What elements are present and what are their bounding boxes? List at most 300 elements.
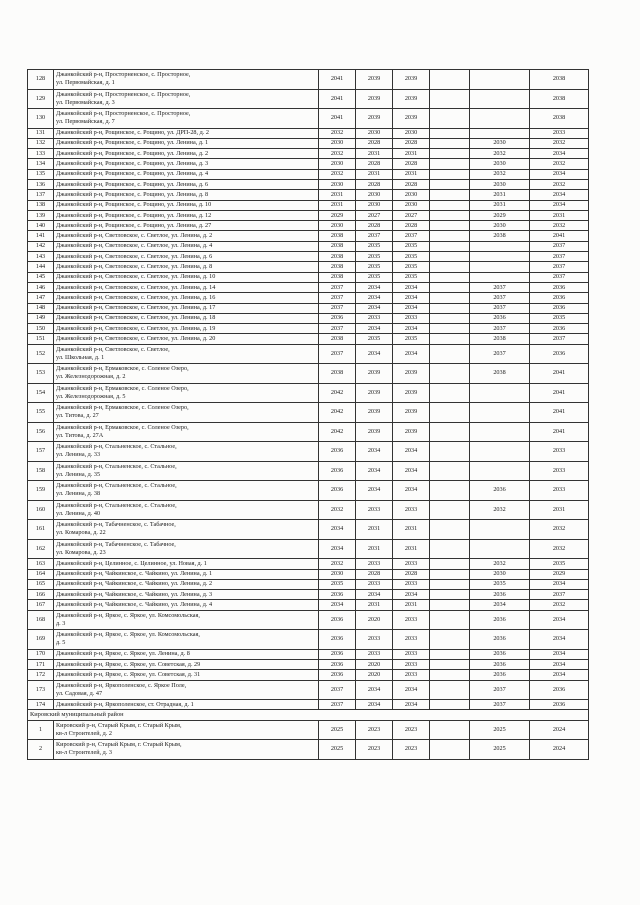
year-cell-f: 2034	[530, 149, 589, 159]
address-cell: Кировский р-н, Старый Крым, г. Старый Крым, кв-л Строителей, д. 2	[54, 720, 319, 740]
year-cell-f: 2032	[530, 179, 589, 189]
year-cell-e	[470, 89, 530, 109]
address-cell: Джанкойский р-н, Ермаковское, с. Соленое Озеро, ул. Титова, д. 27	[54, 403, 319, 423]
address-cell: Джанкойский р-н, Рощинское, с. Рощино, ул. Ленина, д. 3	[54, 159, 319, 169]
table-row	[28, 179, 589, 189]
year-cell-c: 2033	[393, 313, 430, 323]
table-row	[28, 89, 589, 109]
row-number: 146	[28, 282, 54, 292]
year-cell-f: 2037	[530, 262, 589, 272]
row-number: 160	[28, 500, 54, 520]
year-cell-b: 2039	[356, 364, 393, 384]
table-row	[28, 241, 589, 251]
year-cell-b: 2039	[356, 422, 393, 442]
year-cell-b: 2031	[356, 149, 393, 159]
year-cell-c: 2034	[393, 282, 430, 292]
year-cell-a: 2031	[319, 200, 356, 210]
year-cell-f: 2041	[530, 383, 589, 403]
year-cell-f: 2038	[530, 109, 589, 129]
year-cell-f: 2033	[530, 442, 589, 462]
year-cell-d	[430, 422, 470, 442]
year-cell-c: 2039	[393, 422, 430, 442]
row-number: 128	[28, 70, 54, 90]
year-cell-d	[430, 313, 470, 323]
year-cell-a: 2032	[319, 169, 356, 179]
address-cell: Джанкойский р-н, Рощинское, с. Рощино, ул. Ленина, д. 10	[54, 200, 319, 210]
table-row	[28, 303, 589, 313]
table-row	[28, 579, 589, 589]
year-cell-b: 2034	[356, 590, 393, 600]
year-cell-b: 2039	[356, 70, 393, 90]
year-cell-d	[430, 262, 470, 272]
year-cell-b: 2039	[356, 89, 393, 109]
year-cell-a: 2034	[319, 539, 356, 559]
year-cell-b: 2037	[356, 231, 393, 241]
year-cell-a: 2025	[319, 740, 356, 760]
year-cell-a: 2025	[319, 720, 356, 740]
address-cell: Джанкойский р-н, Светловское, с. Светлое, ул. Ленина, д. 4	[54, 241, 319, 251]
year-cell-f: 2034	[530, 610, 589, 630]
year-cell-f: 2041	[530, 422, 589, 442]
table-row	[28, 590, 589, 600]
year-cell-b: 2033	[356, 649, 393, 659]
row-number: 171	[28, 660, 54, 670]
row-number: 131	[28, 128, 54, 138]
year-cell-e: 2037	[470, 344, 530, 364]
table-row	[28, 461, 589, 481]
year-cell-f: 2041	[530, 364, 589, 384]
address-cell: Джанкойский р-н, Светловское, с. Светлое, ул. Ленина, д. 18	[54, 313, 319, 323]
address-cell: Джанкойский р-н, Чайкинское, с. Чайкино, ул. Ленина, д. 1	[54, 569, 319, 579]
year-cell-c: 2033	[393, 630, 430, 650]
address-cell: Джанкойский р-н, Ермаковское, с. Соленое Озеро, ул. Железнодорожная, д. 5	[54, 383, 319, 403]
year-cell-d	[430, 579, 470, 589]
year-cell-c: 2028	[393, 159, 430, 169]
table-row	[28, 252, 589, 262]
year-cell-f: 2033	[530, 128, 589, 138]
year-cell-d	[430, 324, 470, 334]
year-cell-b: 2033	[356, 630, 393, 650]
year-cell-d	[430, 364, 470, 384]
year-cell-a: 2032	[319, 128, 356, 138]
year-cell-a: 2037	[319, 282, 356, 292]
row-number: 140	[28, 221, 54, 231]
year-cell-f: 2032	[530, 600, 589, 610]
year-cell-f: 2037	[530, 334, 589, 344]
table-row	[28, 740, 589, 760]
year-cell-a: 2042	[319, 422, 356, 442]
table-row	[28, 190, 589, 200]
row-number: 157	[28, 442, 54, 462]
table-row	[28, 403, 589, 423]
year-cell-c: 2028	[393, 221, 430, 231]
year-cell-d	[430, 649, 470, 659]
year-cell-b: 2020	[356, 610, 393, 630]
table-row	[28, 559, 589, 569]
year-cell-a: 2032	[319, 559, 356, 569]
year-cell-d	[430, 700, 470, 710]
year-cell-d	[430, 200, 470, 210]
address-cell: Джанкойский р-н, Рощинское, с. Рощино, ул. Ленина, д. 8	[54, 190, 319, 200]
address-cell: Джанкойский р-н, Светловское, с. Светлое, ул. Школьная, д. 1	[54, 344, 319, 364]
year-cell-f: 2036	[530, 293, 589, 303]
table-row	[28, 334, 589, 344]
address-cell: Джанкойский р-н, Светловское, с. Светлое, ул. Ленина, д. 8	[54, 262, 319, 272]
year-cell-d	[430, 89, 470, 109]
address-cell: Джанкойский р-н, Светловское, с. Светлое, ул. Ленина, д. 6	[54, 252, 319, 262]
year-cell-e: 2038	[470, 364, 530, 384]
year-cell-b: 2039	[356, 383, 393, 403]
row-number: 149	[28, 313, 54, 323]
year-cell-d	[430, 169, 470, 179]
housing-schedule-table	[27, 69, 589, 760]
address-cell: Джанкойский р-н, Рощинское, с. Рощино, ул. Ленина, д. 2	[54, 149, 319, 159]
year-cell-e: 2030	[470, 159, 530, 169]
year-cell-b: 2030	[356, 128, 393, 138]
year-cell-c: 2037	[393, 231, 430, 241]
year-cell-b: 2034	[356, 282, 393, 292]
row-number: 159	[28, 481, 54, 501]
address-cell: Джанкойский р-н, Рощинское, с. Рощино, ул. Ленина, д. 6	[54, 179, 319, 189]
year-cell-e: 2036	[470, 649, 530, 659]
year-cell-d	[430, 128, 470, 138]
year-cell-e	[470, 241, 530, 251]
year-cell-a: 2031	[319, 190, 356, 200]
address-cell: Джанкойский р-н, Стальненское, с. Стальное, ул. Ленина, д. 40	[54, 500, 319, 520]
address-cell: Джанкойский р-н, Светловское, с. Светлое, ул. Ленина, д. 10	[54, 272, 319, 282]
year-cell-f: 2033	[530, 481, 589, 501]
year-cell-f: 2032	[530, 520, 589, 540]
row-number: 152	[28, 344, 54, 364]
table-row	[28, 282, 589, 292]
address-cell: Джанкойский р-н, Яркое, с. Яркое, ул. Советская, д. 29	[54, 660, 319, 670]
row-number: 144	[28, 262, 54, 272]
year-cell-b: 2034	[356, 293, 393, 303]
year-cell-f: 2038	[530, 89, 589, 109]
year-cell-c: 2033	[393, 670, 430, 680]
year-cell-b: 2035	[356, 252, 393, 262]
year-cell-d	[430, 190, 470, 200]
table-row	[28, 70, 589, 90]
year-cell-c: 2027	[393, 210, 430, 220]
year-cell-a: 2038	[319, 231, 356, 241]
year-cell-a: 2037	[319, 344, 356, 364]
row-number: 158	[28, 461, 54, 481]
year-cell-c: 2023	[393, 720, 430, 740]
year-cell-e	[470, 272, 530, 282]
year-cell-c: 2031	[393, 539, 430, 559]
year-cell-b: 2028	[356, 138, 393, 148]
year-cell-f: 2036	[530, 680, 589, 700]
row-number: 153	[28, 364, 54, 384]
year-cell-b: 2031	[356, 169, 393, 179]
address-cell: Джанкойский р-н, Светловское, с. Светлое, ул. Ленина, д. 20	[54, 334, 319, 344]
year-cell-d	[430, 670, 470, 680]
year-cell-e	[470, 70, 530, 90]
year-cell-e: 2030	[470, 221, 530, 231]
year-cell-c: 2031	[393, 600, 430, 610]
year-cell-d	[430, 282, 470, 292]
address-cell: Джанкойский р-н, Светловское, с. Светлое, ул. Ленина, д. 19	[54, 324, 319, 334]
year-cell-c: 2034	[393, 680, 430, 700]
year-cell-b: 2023	[356, 740, 393, 760]
year-cell-a: 2038	[319, 334, 356, 344]
address-cell: Джанкойский р-н, Светловское, с. Светлое, ул. Ленина, д. 17	[54, 303, 319, 313]
year-cell-a: 2030	[319, 569, 356, 579]
year-cell-c: 2035	[393, 241, 430, 251]
year-cell-d	[430, 600, 470, 610]
address-cell: Джанкойский р-н, Яркое, с. Яркое, ул. Ленина, д. 8	[54, 649, 319, 659]
year-cell-b: 2033	[356, 313, 393, 323]
year-cell-d	[430, 740, 470, 760]
year-cell-d	[430, 221, 470, 231]
row-number: 133	[28, 149, 54, 159]
year-cell-f: 2032	[530, 221, 589, 231]
year-cell-c: 2039	[393, 364, 430, 384]
year-cell-f: 2032	[530, 159, 589, 169]
year-cell-b: 2028	[356, 179, 393, 189]
address-cell: Джанкойский р-н, Светловское, с. Светлое, ул. Ленина, д. 16	[54, 293, 319, 303]
row-number: 147	[28, 293, 54, 303]
year-cell-d	[430, 720, 470, 740]
year-cell-a: 2037	[319, 680, 356, 700]
year-cell-b: 2028	[356, 159, 393, 169]
year-cell-c: 2039	[393, 89, 430, 109]
table-row	[28, 200, 589, 210]
year-cell-e	[470, 422, 530, 442]
year-cell-a: 2035	[319, 579, 356, 589]
year-cell-e: 2025	[470, 720, 530, 740]
year-cell-e: 2030	[470, 179, 530, 189]
year-cell-d	[430, 272, 470, 282]
year-cell-b: 2033	[356, 559, 393, 569]
address-cell: Джанкойский р-н, Рощинское, с. Рощино, ул. Ленина, д. 4	[54, 169, 319, 179]
year-cell-c: 2031	[393, 169, 430, 179]
year-cell-d	[430, 70, 470, 90]
address-cell: Джанкойский р-н, Яркое, с. Яркое, ул. Советская, д. 31	[54, 670, 319, 680]
year-cell-f: 2035	[530, 559, 589, 569]
table-row	[28, 660, 589, 670]
year-cell-a: 2032	[319, 149, 356, 159]
year-cell-c: 2034	[393, 461, 430, 481]
year-cell-c: 2033	[393, 660, 430, 670]
year-cell-b: 2023	[356, 720, 393, 740]
year-cell-a: 2036	[319, 670, 356, 680]
year-cell-b: 2027	[356, 210, 393, 220]
table-row	[28, 313, 589, 323]
row-number: 154	[28, 383, 54, 403]
year-cell-e: 2025	[470, 740, 530, 760]
year-cell-b: 2035	[356, 272, 393, 282]
year-cell-d	[430, 500, 470, 520]
year-cell-a: 2030	[319, 138, 356, 148]
year-cell-c: 2039	[393, 70, 430, 90]
table-row	[28, 364, 589, 384]
year-cell-a: 2036	[319, 313, 356, 323]
year-cell-f: 2024	[530, 740, 589, 760]
row-number: 139	[28, 210, 54, 220]
year-cell-a: 2036	[319, 590, 356, 600]
address-cell: Джанкойский р-н, Табачненское, с. Табачное, ул. Комарова, д. 22	[54, 520, 319, 540]
year-cell-f: 2041	[530, 231, 589, 241]
year-cell-c: 2035	[393, 262, 430, 272]
table-row	[28, 272, 589, 282]
year-cell-f: 2031	[530, 210, 589, 220]
year-cell-a: 2037	[319, 324, 356, 334]
year-cell-b: 2035	[356, 262, 393, 272]
row-number: 170	[28, 649, 54, 659]
table-row	[28, 128, 589, 138]
address-cell: Джанкойский р-н, Рощинское, с. Рощино, ул. ДРП-28, д. 2	[54, 128, 319, 138]
year-cell-e: 2037	[470, 700, 530, 710]
table-row	[28, 600, 589, 610]
row-number: 168	[28, 610, 54, 630]
row-number: 155	[28, 403, 54, 423]
table-row	[28, 720, 589, 740]
year-cell-b: 2034	[356, 680, 393, 700]
year-cell-f: 2036	[530, 282, 589, 292]
address-cell: Джанкойский р-н, Рощинское, с. Рощино, ул. Ленина, д. 1	[54, 138, 319, 148]
row-number: 162	[28, 539, 54, 559]
year-cell-d	[430, 149, 470, 159]
year-cell-f: 2032	[530, 138, 589, 148]
year-cell-d	[430, 403, 470, 423]
year-cell-a: 2038	[319, 364, 356, 384]
year-cell-d	[430, 569, 470, 579]
year-cell-b: 2034	[356, 461, 393, 481]
year-cell-a: 2041	[319, 109, 356, 129]
row-number: 167	[28, 600, 54, 610]
year-cell-f: 2034	[530, 579, 589, 589]
year-cell-c: 2034	[393, 590, 430, 600]
row-number: 161	[28, 520, 54, 540]
year-cell-f: 2029	[530, 569, 589, 579]
row-number: 151	[28, 334, 54, 344]
address-cell: Джанкойский р-н, Стальненское, с. Стальное, ул. Ленина, д. 38	[54, 481, 319, 501]
year-cell-d	[430, 610, 470, 630]
year-cell-f: 2037	[530, 590, 589, 600]
year-cell-e	[470, 252, 530, 262]
year-cell-a: 2036	[319, 660, 356, 670]
year-cell-e: 2030	[470, 569, 530, 579]
table-row	[28, 138, 589, 148]
year-cell-a: 2037	[319, 700, 356, 710]
year-cell-b: 2030	[356, 200, 393, 210]
year-cell-b: 2033	[356, 579, 393, 589]
year-cell-c: 2028	[393, 179, 430, 189]
year-cell-e: 2032	[470, 559, 530, 569]
table-row	[28, 231, 589, 241]
table-row	[28, 210, 589, 220]
address-cell: Джанкойский р-н, Ермаковское, с. Соленое Озеро, ул. Железнодорожная, д. 2	[54, 364, 319, 384]
year-cell-a: 2036	[319, 630, 356, 650]
year-cell-e	[470, 383, 530, 403]
year-cell-e: 2029	[470, 210, 530, 220]
table-row	[28, 383, 589, 403]
year-cell-f: 2034	[530, 660, 589, 670]
year-cell-d	[430, 520, 470, 540]
year-cell-d	[430, 159, 470, 169]
year-cell-d	[430, 383, 470, 403]
year-cell-c: 2033	[393, 649, 430, 659]
address-cell: Джанкойский р-н, Просторненское, с. Просторное, ул. Первомайская, д. 3	[54, 89, 319, 109]
row-number: 148	[28, 303, 54, 313]
year-cell-a: 2038	[319, 262, 356, 272]
year-cell-e: 2037	[470, 282, 530, 292]
table-row	[28, 109, 589, 129]
row-number: 141	[28, 231, 54, 241]
year-cell-f: 2033	[530, 461, 589, 481]
address-cell: Джанкойский р-н, Яркополенское, с. Яркое Поле, ул. Садовая, д. 47	[54, 680, 319, 700]
table-row	[28, 680, 589, 700]
year-cell-c: 2030	[393, 128, 430, 138]
year-cell-d	[430, 293, 470, 303]
year-cell-c: 2035	[393, 272, 430, 282]
year-cell-c: 2034	[393, 481, 430, 501]
section-title: Кировский муниципальный район	[28, 710, 589, 720]
year-cell-e	[470, 520, 530, 540]
year-cell-f: 2031	[530, 500, 589, 520]
year-cell-e: 2032	[470, 500, 530, 520]
table-row	[28, 262, 589, 272]
year-cell-e: 2037	[470, 293, 530, 303]
year-cell-c: 2034	[393, 303, 430, 313]
address-cell: Джанкойский р-н, Просторненское, с. Просторное, ул. Первомайская, д. 7	[54, 109, 319, 129]
year-cell-d	[430, 461, 470, 481]
year-cell-f: 2036	[530, 303, 589, 313]
address-cell: Джанкойский р-н, Чайкинское, с. Чайкино, ул. Ленина, д. 2	[54, 579, 319, 589]
address-cell: Джанкойский р-н, Чайкинское, с. Чайкино, ул. Ленина, д. 3	[54, 590, 319, 600]
year-cell-e: 2031	[470, 190, 530, 200]
year-cell-d	[430, 109, 470, 129]
year-cell-e	[470, 128, 530, 138]
year-cell-e: 2037	[470, 303, 530, 313]
year-cell-e	[470, 539, 530, 559]
year-cell-c: 2028	[393, 138, 430, 148]
row-number: 164	[28, 569, 54, 579]
year-cell-c: 2031	[393, 149, 430, 159]
year-cell-d	[430, 680, 470, 700]
year-cell-b: 2039	[356, 403, 393, 423]
year-cell-e: 2037	[470, 324, 530, 334]
year-cell-a: 2030	[319, 159, 356, 169]
year-cell-e	[470, 461, 530, 481]
year-cell-d	[430, 179, 470, 189]
table-row	[28, 700, 589, 710]
year-cell-a: 2036	[319, 481, 356, 501]
address-cell: Джанкойский р-н, Яркое, с. Яркое, ул. Комсомольская, д. 3	[54, 610, 319, 630]
address-cell: Джанкойский р-н, Стальненское, с. Стальное, ул. Ленина, д. 33	[54, 442, 319, 462]
year-cell-f: 2037	[530, 241, 589, 251]
year-cell-a: 2030	[319, 221, 356, 231]
row-number: 134	[28, 159, 54, 169]
year-cell-d	[430, 590, 470, 600]
year-cell-e	[470, 262, 530, 272]
row-number: 129	[28, 89, 54, 109]
year-cell-c: 2030	[393, 190, 430, 200]
year-cell-a: 2041	[319, 70, 356, 90]
year-cell-b: 2034	[356, 324, 393, 334]
address-cell: Джанкойский р-н, Рощинское, с. Рощино, ул. Ленина, д. 27	[54, 221, 319, 231]
year-cell-b: 2034	[356, 344, 393, 364]
row-number: 166	[28, 590, 54, 600]
year-cell-f: 2037	[530, 272, 589, 282]
year-cell-a: 2029	[319, 210, 356, 220]
year-cell-c: 2035	[393, 334, 430, 344]
year-cell-d	[430, 252, 470, 262]
year-cell-d	[430, 660, 470, 670]
row-number: 174	[28, 700, 54, 710]
